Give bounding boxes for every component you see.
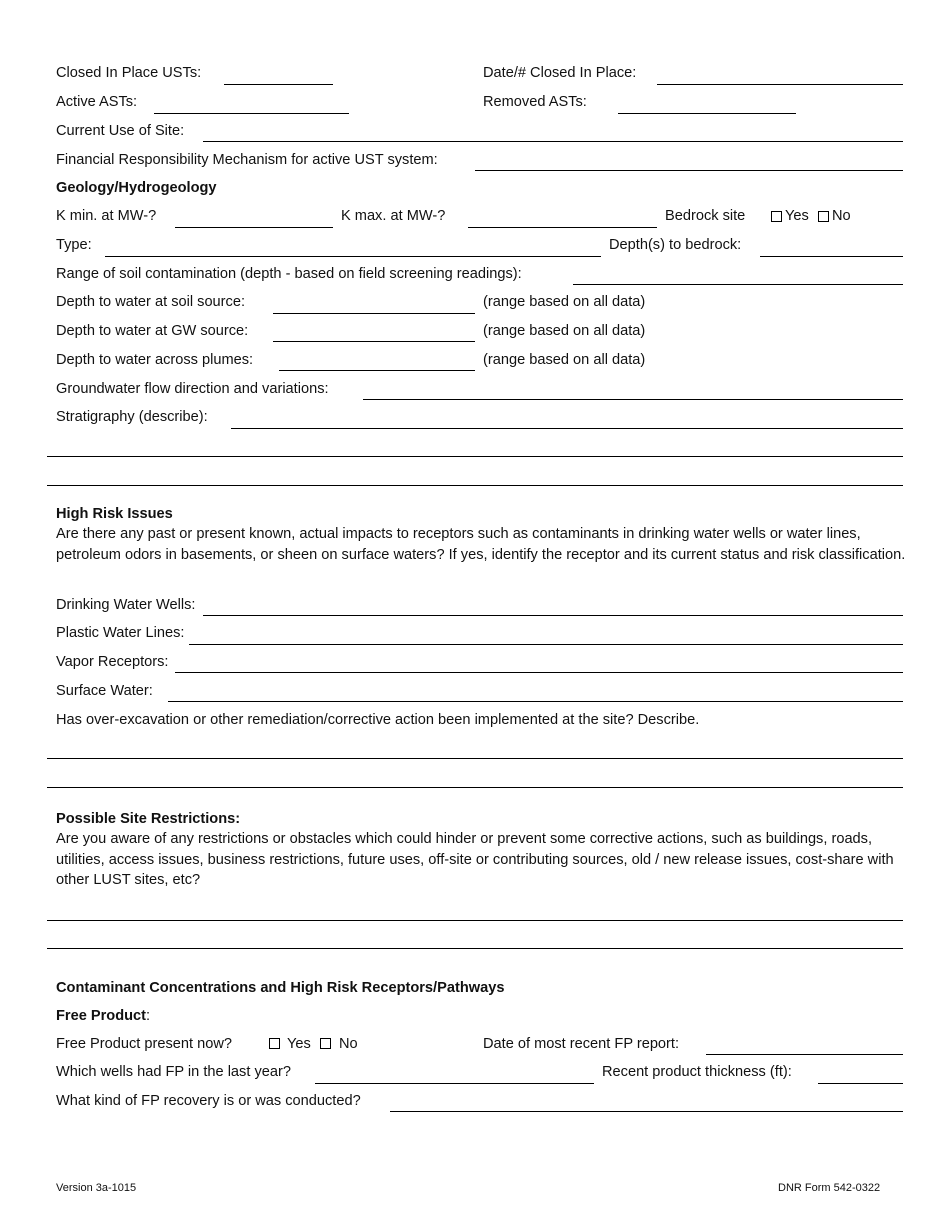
surface-water-field[interactable] (168, 701, 903, 702)
range-note-3: (range based on all data) (483, 352, 646, 368)
vapor-receptors-label: Vapor Receptors: (56, 654, 169, 670)
bedrock-yes-label: Yes (785, 208, 809, 224)
restrictions-question: Are you aware of any restrictions or obstacles which could hinder or prevent some corrective actions, such as buildings, roads, utilities, access issues, business restrictions, future uses, off-site or contributing sources, old / new release issues, cost-share with other LUST sites, etc? (56, 831, 894, 889)
depth-to-bedrock-field[interactable] (760, 256, 903, 257)
over-excavation-field[interactable] (47, 758, 903, 759)
recent-thickness-label: Recent product thickness (ft): (602, 1064, 792, 1080)
fp-yes-label: Yes (287, 1036, 311, 1052)
footer-form-number: DNR Form 542-0322 (778, 1182, 881, 1194)
stratigraphy-field[interactable] (231, 428, 903, 429)
k-min-field[interactable] (175, 227, 333, 228)
fp-present-label: Free Product present now? (56, 1036, 233, 1052)
depth-soil-source-label: Depth to water at soil source: (56, 294, 245, 310)
free-product-title: Free Product (56, 1008, 147, 1024)
stratigraphy-line-2[interactable] (47, 456, 903, 457)
depth-gw-source-label: Depth to water at GW source: (56, 323, 249, 339)
active-asts-label: Active ASTs: (56, 94, 138, 110)
bedrock-no-checkbox[interactable] (818, 211, 829, 222)
active-asts-field[interactable] (154, 113, 349, 114)
drinking-water-wells-label: Drinking Water Wells: (56, 597, 196, 613)
recent-thickness-field[interactable] (818, 1083, 903, 1084)
plastic-water-lines-field[interactable] (189, 644, 903, 645)
k-max-field[interactable] (468, 227, 657, 228)
k-min-label: K min. at MW-? (56, 208, 157, 224)
drinking-water-wells-field[interactable] (203, 615, 903, 616)
wells-fp-field[interactable] (315, 1083, 594, 1084)
financial-responsibility-label: Financial Responsibility Mechanism for active UST system: (56, 152, 438, 168)
date-recent-fp-field[interactable] (706, 1054, 903, 1055)
financial-responsibility-field[interactable] (475, 170, 903, 171)
gw-flow-field[interactable] (363, 399, 903, 400)
date-closed-in-place-label: Date/# Closed In Place: (483, 65, 637, 81)
depth-gw-source-field[interactable] (273, 341, 475, 342)
removed-asts-label: Removed ASTs: (483, 94, 587, 110)
free-product-heading (56, 1007, 150, 1025)
depth-to-bedrock-label: Depth(s) to bedrock: (609, 237, 742, 253)
fp-yes-checkbox[interactable] (269, 1038, 280, 1049)
closed-in-place-usts-label: Closed In Place USTs: (56, 65, 202, 81)
k-max-label: K max. at MW-? (341, 208, 446, 224)
bedrock-yes-checkbox[interactable] (771, 211, 782, 222)
restrictions-heading: Possible Site Restrictions: (56, 811, 241, 827)
vapor-receptors-field[interactable] (175, 672, 903, 673)
range-soil-label: Range of soil contamination (depth - based on field screening readings): (56, 266, 522, 282)
fp-recovery-field[interactable] (390, 1111, 903, 1112)
depth-across-plumes-field[interactable] (279, 370, 475, 371)
geology-heading: Geology/Hydrogeology (56, 180, 217, 196)
fp-recovery-label: What kind of FP recovery is or was conducted? (56, 1093, 361, 1109)
wells-fp-label: Which wells had FP in the last year? (56, 1064, 291, 1080)
surface-water-label: Surface Water: (56, 683, 153, 699)
high-risk-question: Are there any past or present known, actual impacts to receptors such as contaminants in drinking water wells or water lines, petroleum odors in basements, or sheen on surface waters? If yes, identify the receptor and its current status and risk classification. (56, 526, 906, 563)
gw-flow-label: Groundwater flow direction and variations: (56, 381, 329, 397)
type-field[interactable] (105, 256, 601, 257)
free-product-colon: : (146, 1008, 151, 1024)
bedrock-site-label: Bedrock site (665, 208, 746, 224)
fp-no-checkbox[interactable] (320, 1038, 331, 1049)
section-divider (47, 948, 903, 949)
closed-in-place-usts-field[interactable] (224, 84, 333, 85)
range-note-1: (range based on all data) (483, 294, 646, 310)
date-closed-in-place-field[interactable] (657, 84, 903, 85)
range-soil-field[interactable] (573, 284, 903, 285)
range-note-2: (range based on all data) (483, 323, 646, 339)
fp-no-label: No (339, 1036, 358, 1052)
section-divider (47, 485, 903, 486)
date-recent-fp-label: Date of most recent FP report: (483, 1036, 680, 1052)
current-use-label: Current Use of Site: (56, 123, 185, 139)
high-risk-heading: High Risk Issues (56, 506, 173, 522)
contaminant-heading: Contaminant Concentrations and High Risk Receptors/Pathways (56, 980, 505, 996)
over-excavation-label: Has over-excavation or other remediation/corrective action been implemented at the site? Describe. (56, 712, 700, 728)
restrictions-field[interactable] (47, 920, 903, 921)
plastic-water-lines-label: Plastic Water Lines: (56, 625, 185, 641)
removed-asts-field[interactable] (618, 113, 796, 114)
type-label: Type: (56, 237, 92, 253)
section-divider (47, 787, 903, 788)
current-use-field[interactable] (203, 141, 903, 142)
stratigraphy-label: Stratigraphy (describe): (56, 409, 208, 425)
depth-soil-source-field[interactable] (273, 313, 475, 314)
footer-version: Version 3a-1015 (56, 1182, 137, 1194)
bedrock-no-label: No (832, 208, 851, 224)
depth-across-plumes-label: Depth to water across plumes: (56, 352, 254, 368)
